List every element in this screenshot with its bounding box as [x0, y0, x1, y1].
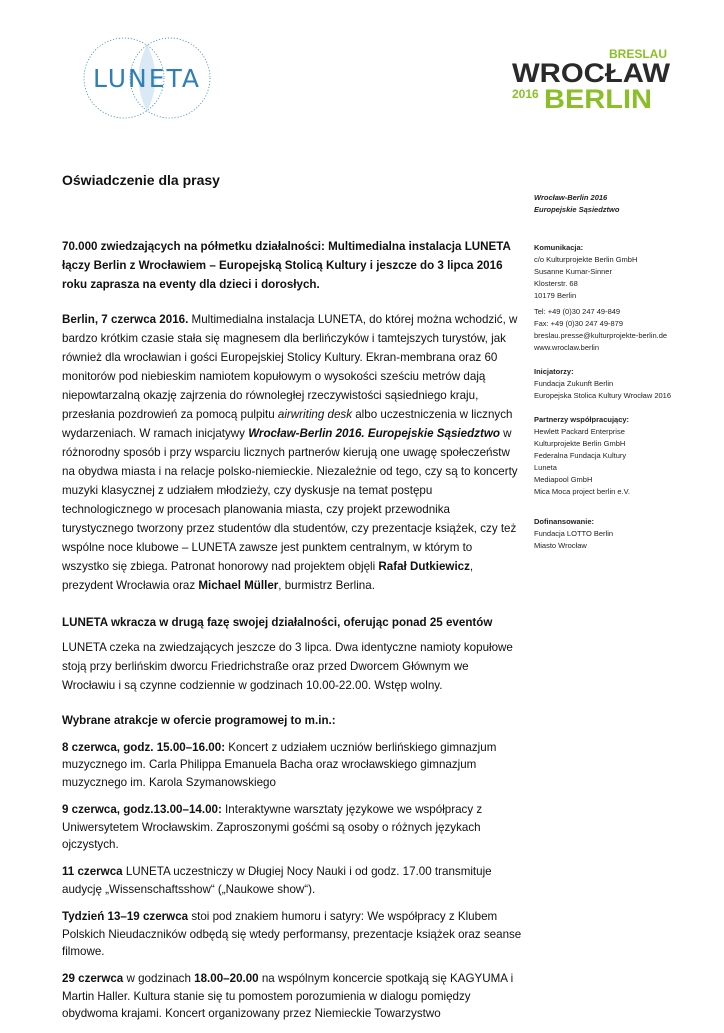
- inicjator: Fundacja Zukunft Berlin: [534, 379, 614, 388]
- partner: Kulturprojekte Berlin GmbH: [534, 439, 626, 448]
- lead-paragraph: 70.000 zwiedzających na półmetku działalności: Multimedialna instalacja LUNETA łączy Berlin z Wrocławiem – Europejską Stolicą Kultury i jeszcze do 3 lipca 2016 roku zaprasza na eventy dla dzieci i dorosłych.: [62, 240, 511, 291]
- event-date: 8 czerwca, godz. 15.00–16.00:: [62, 741, 226, 754]
- event-item: 29 czerwca w godzinach 18.00–20.00 na wspólnym koncercie spotkają się KAGYUMA i Martin Haller. Kultura stanie się tu pomostem porozumienia w dialogu pomiędzy obydwoma krajami. Koncert organizowany przez Niemieckie Towarzystwo: [62, 972, 514, 1021]
- body-paragraph-2: LUNETA czeka na zwiedzających jeszcze do 3 lipca. Dwa identyczne namioty kopułowe stoją przy berlińskim dworcu Friedrichstraße oraz przed Dworcem Głównym we Wrocławiu i są czynne codziennie w godzinach 10.00-22.00. Wstęp wolny.: [62, 641, 513, 692]
- luneta-logo-text: LUNETA: [93, 64, 201, 93]
- website-link[interactable]: www.wroclaw.berlin: [534, 343, 600, 352]
- partner: Hewlett Packard Enterprise: [534, 427, 625, 436]
- luneta-logo: [82, 28, 212, 128]
- patron-1: Rafał Dutkiewicz: [378, 560, 470, 573]
- inicjator: Europejska Stolica Kultury Wrocław 2016: [534, 391, 672, 400]
- event-item: 8 czerwca, godz. 15.00–16.00: Koncert z udziałem uczniów berlińskiego gimnazjum muzycznego im. Carla Philippa Emanuela Bacha oraz wrocławskiego gimnazjum muzycznego im. Karola Szymanowskiego: [62, 741, 497, 789]
- patron-2: Michael Müller: [198, 579, 279, 592]
- partner: Luneta: [534, 463, 557, 472]
- fax: Fax: +49 (0)30 247 49-879: [534, 319, 624, 328]
- wroclaw-berlin-logo: [508, 42, 678, 124]
- email-link[interactable]: breslau.presse@kulturprojekte-berlin.de: [534, 331, 668, 340]
- komunikacja-line: c/o Kulturprojekte Berlin GmbH: [534, 255, 638, 264]
- event-date: 9 czerwca, godz.13.00–14.00:: [62, 803, 222, 817]
- partner: Federalna Fundacja Kultury: [534, 451, 627, 460]
- dofinansowanie-header: Dofinansowanie:: [534, 517, 595, 526]
- event-date: 11 czerwca: [62, 865, 123, 879]
- partner: Mediapool GmbH: [534, 475, 593, 484]
- project-line-2: Europejskie Sąsiedztwo: [534, 205, 620, 214]
- event-date: Tydzień 13–19 czerwca: [62, 910, 189, 924]
- event-item: 11 czerwca LUNETA uczestniczy w Długiej Nocy Nauki i od godz. 17.00 transmituje audycję „Wissenschaftsshow“ („Naukowe show“).: [62, 865, 492, 896]
- sponsor: Miasto Wrocław: [534, 541, 587, 550]
- komunikacja-line: Klosterstr. 68: [534, 279, 578, 288]
- dateline: Berlin, 7 czerwca 2016.: [62, 313, 189, 326]
- komunikacja-line: 10179 Berlin: [534, 291, 577, 300]
- sponsor: Fundacja LOTTO Berlin: [534, 529, 614, 538]
- logo-year: 2016: [512, 87, 539, 101]
- event-date: 29 czerwca: [62, 972, 124, 986]
- airwriting-desk: airwriting desk: [277, 408, 353, 421]
- event-time: 18.00–20.00: [194, 972, 259, 986]
- event-item: Tydzień 13–19 czerwca stoi pod znakiem humoru i satyry: We współpracy z Klubem Polskich Nieudaczników odbędą się wtedy performansy, prezentacje książek oraz seanse filmowe.: [62, 910, 522, 959]
- main-content: [62, 237, 522, 1033]
- partner: Mica Moca project berlin e.V.: [534, 487, 631, 496]
- section-heading-2: Wybrane atrakcje w ofercie programowej to m.in.:: [62, 714, 336, 727]
- event-item: 9 czerwca, godz.13.00–14.00: Interaktywne warsztaty językowe we współpracy z Uniwersytetem Wrocławskim. Zaproszonymi gośćmi są osoby o różnych językach ojczystych.: [62, 803, 483, 852]
- komunikacja-header: Komunikacja:: [534, 243, 584, 252]
- logo-berlin: BERLIN: [544, 84, 652, 114]
- logo-wroclaw: WROCŁAW: [512, 58, 671, 88]
- project-line-1: Wrocław-Berlin 2016: [534, 193, 608, 202]
- page-title: Oświadczenie dla prasy: [62, 172, 220, 188]
- komunikacja-line: Susanne Kumar-Sinner: [534, 267, 612, 276]
- partnerzy-header: Partnerzy współpracujący:: [534, 415, 630, 424]
- phone: Tel: +49 (0)30 247 49-849: [534, 307, 621, 316]
- body-paragraph-1: Berlin, 7 czerwca 2016. Multimedialna instalacja LUNETA, do której można wchodzić, w bardzo krótkim czasie stała się magnesem dla berlińczyków i tamtejszych turystów, jak również dla wrocławian i gości Europejskiej Stolicy Kultury. Ekran-membrana oraz 60 monitorów pod niebieskim namiotem kopułowym o wysokości sześciu metrów dają niepowtarzalną okazję zajrzenia do równoległej rzeczywistości sąsiedniego kraju, przesłania pozdrowień za pomocą pulpitu airwriting desk albo uczestniczenia w licznych wydarzeniach. W ramach inicjatywy Wrocław-Berlin 2016. Europejskie Sąsiedztwo w różnorodny sposób i przy wsparciu licznych partnerów kierują one uwagę społeczeństw na obydwa miasta i na relacje polsko-niemieckie. Niezależnie od tego, czy są to koncerty muzyki klasycznej z udziałem młodzieży, czy dyskusje na temat postępu technologicznego w procesach planowania miasta, czy projekt przewodnika turystycznego tworzony przez studentów dla studentów, czy prezentacje książek, czy też wspólne noce klubowe – LUNETA zawsze jest punktem centralnym, w którym to wszystko się zbiega. Patronat honorowy nad projektem objęli Rafał Dutkiewicz, prezydent Wrocławia oraz Michael Müller, burmistrz Berlina.: [62, 313, 518, 592]
- logo-breslau: BRESLAU: [608, 47, 667, 61]
- section-heading-1: LUNETA wkracza w drugą fazę swojej działalności, oferując ponad 25 eventów: [62, 616, 493, 629]
- initiative-name: Wrocław-Berlin 2016. Europejskie Sąsiedztwo: [248, 427, 500, 440]
- inicjatorzy-header: Inicjatorzy:: [534, 367, 574, 376]
- sidebar: [534, 192, 719, 564]
